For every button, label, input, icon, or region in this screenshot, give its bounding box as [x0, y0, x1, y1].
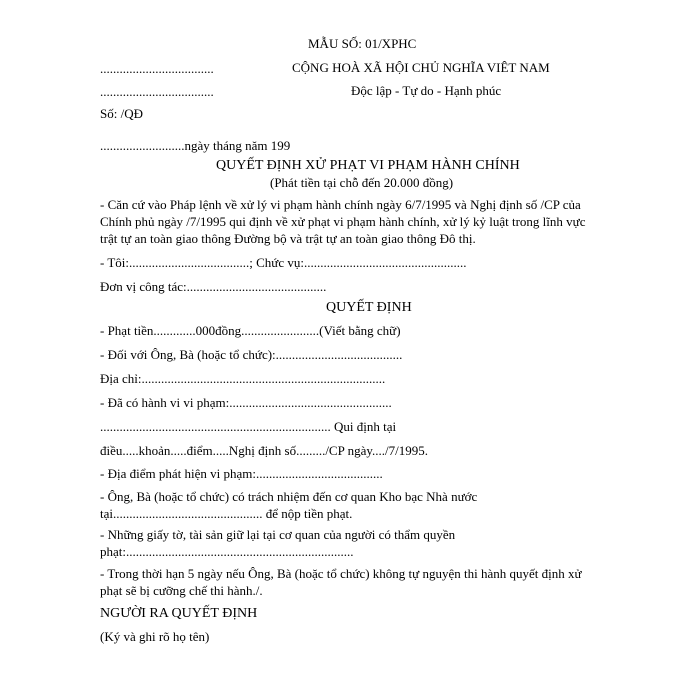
deadline-line-1: - Trong thời hạn 5 ngày nếu Ông, Bà (hoặc tổ chức) không tự nguyện thi hành quyết định xử: [100, 566, 582, 581]
form-code: MẪU SỐ: 01/XPHC: [308, 36, 417, 51]
fine-amount-line: - Phạt tiền.............000đồng........................(Viết bằng chữ): [100, 323, 401, 338]
legal-basis-line-2: Chính phủ ngày /7/1995 qui định về xử phạt vi phạm hành chính, xử lý kỷ luật trong lĩnh vực: [100, 214, 586, 229]
header-left-line-1: ...................................: [100, 61, 214, 76]
detection-place-line: - Địa điểm phát hiện vi phạm:.......................................: [100, 466, 383, 481]
country-name: CỘNG HOÀ XÃ HỘI CHỦ NGHĨA VIÊT NAM: [292, 60, 550, 75]
document-title: QUYẾT ĐỊNH XỬ PHẠT VI PHẠM HÀNH CHÍNH: [216, 158, 520, 173]
national-motto: Độc lập - Tự do - Hạnh phúc: [351, 83, 502, 98]
signer-note: (Ký và ghi rõ họ tên): [100, 629, 210, 644]
address-line: Địa chỉ:...........................................................................: [100, 371, 386, 386]
officer-line: - Tôi:.....................................; Chức vụ:..................................................: [100, 255, 467, 270]
violator-line: - Đối với Ông, Bà (hoặc tổ chức):.......................................: [100, 347, 403, 362]
responsibility-line-1: - Ông, Bà (hoặc tổ chức) có trách nhiệm đến cơ quan Kho bạc Nhà nước: [100, 489, 478, 504]
decision-heading: QUYẾT ĐỊNH: [326, 300, 412, 315]
document-subtitle: (Phát tiền tại chỗ đến 20.000 đồng): [270, 175, 454, 190]
legal-basis-line-3: trật tự an toàn giao thông Đường bộ và trật tự an toàn giao thông Đô thị.: [100, 231, 476, 246]
responsibility-line-2: tại.............................................. để nộp tiền phạt.: [100, 506, 353, 521]
header-left-line-2: ...................................: [100, 84, 214, 99]
violation-act-line: - Đã có hành vi vi phạm:..................................................: [100, 395, 392, 410]
signer-title: NGƯỜI RA QUYẾT ĐỊNH: [100, 606, 258, 621]
decision-number: Số: /QĐ: [100, 106, 143, 121]
legal-basis-line-1: - Căn cứ vào Pháp lệnh về xử lý vi phạm hành chính ngày 6/7/1995 và Nghị định số /CP của: [100, 197, 581, 212]
deadline-line-2: phạt sẽ bị cưỡng chế thi hành./.: [100, 583, 263, 598]
work-unit-line: Đơn vị công tác:...........................................: [100, 279, 327, 294]
documents-held-line-2: phạt:......................................................................: [100, 544, 354, 559]
documents-held-line-1: - Những giấy tờ, tài sản giữ lại tại cơ quan của người có thẩm quyền: [100, 527, 456, 542]
date-line: ..........................ngày tháng năm 199: [100, 138, 291, 153]
article-clause-line: điều.....khoản.....điểm.....Nghị định số........./CP ngày..../7/1995.: [100, 443, 428, 458]
regulation-line: ....................................................................... Qui định tại: [100, 419, 397, 434]
